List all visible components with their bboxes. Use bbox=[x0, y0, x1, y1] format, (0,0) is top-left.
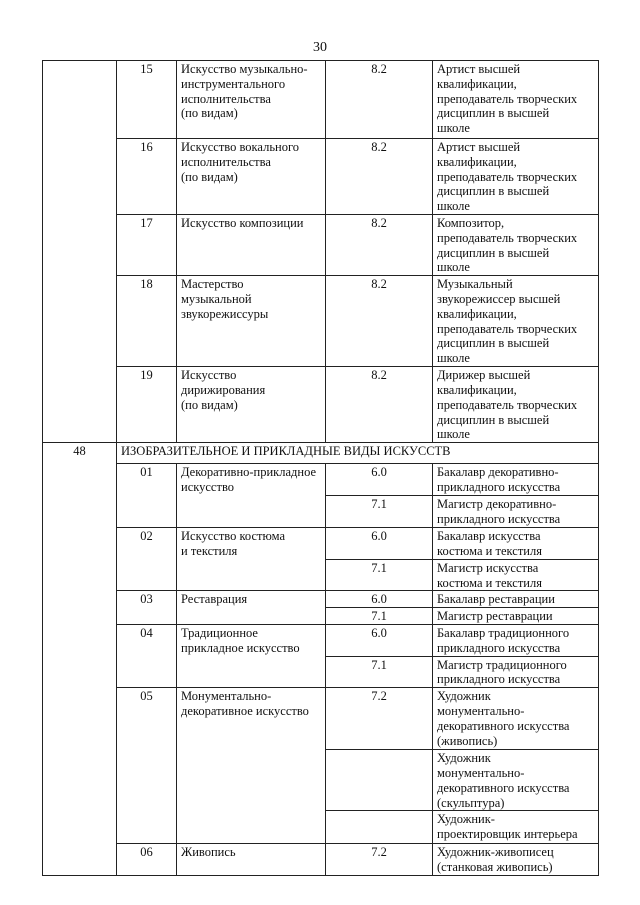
specialty-name bbox=[177, 624, 326, 687]
qualification-name-text: Бакалавр декоративно- прикладного искусства bbox=[437, 465, 561, 494]
specialty-name bbox=[177, 276, 326, 367]
table-row bbox=[43, 61, 599, 139]
qualification-name bbox=[433, 276, 599, 367]
qualification-name-text: Магистр декоративно- прикладного искусства bbox=[437, 497, 561, 526]
specialty-number bbox=[117, 139, 177, 215]
specialty-name bbox=[177, 61, 326, 139]
qualification-name-text: Художник монументально- декоративного искусства (скульптура) bbox=[437, 751, 570, 810]
qualification-name bbox=[433, 214, 599, 275]
qualification-level bbox=[326, 559, 433, 591]
qualification-level bbox=[326, 139, 433, 215]
qualification-name bbox=[433, 811, 599, 844]
specialty-number-text: 16 bbox=[140, 140, 153, 154]
qualification-level bbox=[326, 464, 433, 496]
specialty-name-text: Живопись bbox=[181, 845, 236, 860]
qualification-level-text: 6.0 bbox=[371, 592, 387, 607]
specialty-number bbox=[117, 528, 177, 591]
specialty-number-text: 01 bbox=[140, 465, 153, 480]
specialty-number-text: 05 bbox=[140, 689, 153, 704]
specialty-number-text: 15 bbox=[140, 62, 153, 76]
qualification-level bbox=[326, 750, 433, 811]
qualification-level bbox=[326, 367, 433, 443]
table-row bbox=[43, 139, 599, 215]
table-row bbox=[43, 214, 599, 275]
specialty-name-text: Искусство костюма и текстиля bbox=[181, 529, 286, 558]
specialty-name bbox=[177, 367, 326, 443]
qualification-name-text: Артист высшей квалификации, преподаватель творческих дисциплин в высшей школе bbox=[437, 62, 578, 136]
specialty-name bbox=[177, 139, 326, 215]
qualification-level-text: 8.2 bbox=[371, 140, 387, 154]
qualification-name-text: Художник-живописец (станковая живопись) bbox=[437, 845, 554, 875]
specialty-name-text: Искусство дирижирования (по видам) bbox=[181, 368, 266, 412]
table-row bbox=[43, 624, 599, 656]
specialty-name-text: Реставрация bbox=[181, 592, 248, 607]
section-title-text: ИЗОБРАЗИТЕЛЬНОЕ И ПРИКЛАДНЫЕ ВИДЫ ИСКУССТВ bbox=[121, 444, 451, 459]
specialties-table bbox=[42, 60, 599, 876]
qualification-level bbox=[326, 591, 433, 608]
qualification-name-text: Художник монументально- декоративного искусства (живопись) bbox=[437, 689, 570, 748]
specialty-number bbox=[117, 688, 177, 844]
qualification-level bbox=[326, 811, 433, 844]
qualification-name-text: Музыкальный звукорежиссер высшей квалификации, преподаватель творческих дисциплин в высшей школе bbox=[437, 277, 578, 366]
specialty-name bbox=[177, 214, 326, 275]
qualification-name bbox=[433, 688, 599, 750]
specialty-name bbox=[177, 688, 326, 844]
qualification-name-text: Артист высшей квалификации, преподаватель творческих дисциплин в высшей школе bbox=[437, 140, 578, 214]
specialty-name-text: Монументально- декоративное искусство bbox=[181, 689, 309, 718]
specialty-number bbox=[117, 844, 177, 876]
qualification-level bbox=[326, 496, 433, 528]
group-code bbox=[43, 443, 117, 876]
specialty-name bbox=[177, 528, 326, 591]
qualification-level bbox=[326, 624, 433, 656]
specialty-name bbox=[177, 844, 326, 876]
section-title bbox=[117, 443, 599, 464]
table-row bbox=[43, 367, 599, 443]
qualification-level-text: 7.1 bbox=[371, 560, 387, 575]
specialty-number bbox=[117, 464, 177, 528]
specialty-name bbox=[177, 591, 326, 625]
qualification-level-text: 7.1 bbox=[371, 657, 387, 672]
table-row bbox=[43, 276, 599, 367]
specialty-number bbox=[117, 624, 177, 687]
qualification-name bbox=[433, 139, 599, 215]
qualification-level bbox=[326, 608, 433, 625]
qualification-level bbox=[326, 688, 433, 750]
qualification-level bbox=[326, 528, 433, 560]
qualification-name bbox=[433, 656, 599, 688]
qualification-name bbox=[433, 624, 599, 656]
qualification-name-text: Бакалавр традиционного прикладного искусства bbox=[437, 625, 570, 655]
qualification-level-text: 8.2 bbox=[371, 277, 387, 292]
qualification-name-text: Магистр реставрации bbox=[437, 609, 553, 624]
qualification-level bbox=[326, 61, 433, 139]
specialty-name-text: Мастерство музыкальной звукорежиссуры bbox=[181, 277, 269, 321]
specialty-number-text: 02 bbox=[140, 529, 153, 544]
qualification-name bbox=[433, 591, 599, 608]
qualification-name-text: Дирижер высшей квалификации, преподаватель творческих дисциплин в высшей школе bbox=[437, 368, 578, 442]
specialty-number-text: 17 bbox=[140, 215, 153, 230]
qualification-name-text: Художник- проектировщик интерьера bbox=[437, 812, 578, 842]
specialty-number bbox=[117, 61, 177, 139]
specialty-name-text: Искусство музыкально- инструментального исполнительства (по видам) bbox=[181, 62, 308, 121]
qualification-name bbox=[433, 528, 599, 560]
qualification-name bbox=[433, 750, 599, 811]
qualification-name bbox=[433, 608, 599, 625]
specialty-number bbox=[117, 214, 177, 275]
qualification-name bbox=[433, 464, 599, 496]
specialty-name-text: Искусство композиции bbox=[181, 215, 304, 230]
qualification-name bbox=[433, 844, 599, 876]
qualification-level bbox=[326, 844, 433, 876]
qualification-level-text: 6.0 bbox=[371, 625, 387, 640]
qualification-level-text: 8.2 bbox=[371, 215, 387, 230]
specialty-number bbox=[117, 276, 177, 367]
table-row bbox=[43, 591, 599, 608]
qualification-level bbox=[326, 276, 433, 367]
specialty-number-text: 19 bbox=[140, 368, 153, 383]
specialty-name-text: Декоративно-прикладное искусство bbox=[181, 465, 317, 494]
specialty-number-text: 03 bbox=[140, 592, 153, 607]
qualification-name bbox=[433, 559, 599, 591]
table-row bbox=[43, 688, 599, 750]
qualification-level-text: 8.2 bbox=[371, 62, 387, 76]
group-code-text: 48 bbox=[73, 444, 86, 459]
qualification-name-text: Бакалавр реставрации bbox=[437, 592, 555, 607]
qualification-level-text: 7.2 bbox=[371, 689, 387, 704]
qualification-name-text: Бакалавр искусства костюма и текстиля bbox=[437, 529, 542, 558]
section-row bbox=[43, 443, 599, 464]
qualification-level-text: 6.0 bbox=[371, 465, 387, 480]
table-row bbox=[43, 464, 599, 496]
specialty-name-text: Искусство вокального исполнительства (по видам) bbox=[181, 140, 300, 184]
specialty-name bbox=[177, 464, 326, 528]
specialty-number-text: 18 bbox=[140, 277, 153, 292]
qualification-name bbox=[433, 61, 599, 139]
qualification-level-text: 8.2 bbox=[371, 368, 387, 383]
specialty-number bbox=[117, 367, 177, 443]
specialty-number bbox=[117, 591, 177, 625]
specialty-number-text: 04 bbox=[140, 625, 153, 640]
qualification-name-text: Магистр традиционного прикладного искусства bbox=[437, 657, 567, 687]
qualification-name-text: Магистр искусства костюма и текстиля bbox=[437, 560, 542, 590]
qualification-name-text: Композитор, преподаватель творческих дисциплин в высшей школе bbox=[437, 215, 578, 275]
qualification-level-text: 7.1 bbox=[371, 609, 387, 624]
table-row bbox=[43, 528, 599, 560]
table-row bbox=[43, 844, 599, 876]
qualification-name bbox=[433, 367, 599, 443]
qualification-level bbox=[326, 656, 433, 688]
specialty-name-text: Традиционное прикладное искусство bbox=[181, 625, 300, 655]
page-number: 30 bbox=[313, 40, 327, 55]
specialty-number-text: 06 bbox=[140, 845, 153, 860]
qualification-name bbox=[433, 496, 599, 528]
qualification-level-text: 6.0 bbox=[371, 529, 387, 544]
qualification-level-text: 7.1 bbox=[371, 497, 387, 512]
qualification-level bbox=[326, 214, 433, 275]
qualification-level-text: 7.2 bbox=[371, 845, 387, 860]
group-code bbox=[43, 61, 117, 443]
